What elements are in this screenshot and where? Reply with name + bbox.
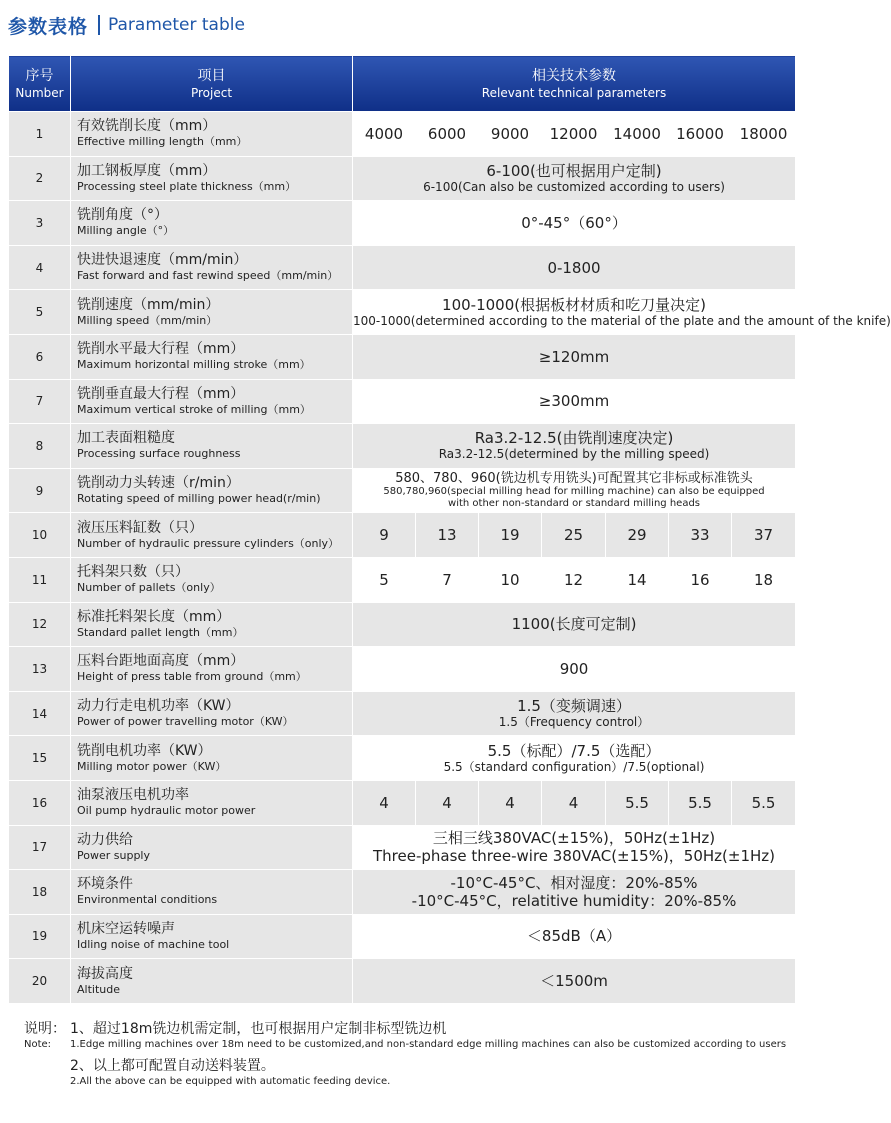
project-chinese: 加工表面粗糙度 [77,430,175,447]
row-number: 10 [9,513,71,558]
value-cell: 29 [606,513,669,558]
table-row [9,736,796,781]
parameter-table [8,55,891,1004]
table-body [9,112,891,1004]
value-line: 580,780,960(special milling head for milling machine) can also be equipped [383,486,765,498]
value-cell: 5.5 [606,780,669,825]
value-cell: 25 [542,513,606,558]
row-project [71,959,353,1004]
value-cell: 13 [416,513,479,558]
project-chinese: 动力行走电机功率（KW） [77,698,240,715]
value-line: 5.5（标配）/7.5（选配） [487,741,661,760]
value-cell [353,156,796,201]
value-cell [353,914,796,959]
project-english: Altitude [77,982,120,996]
table-header [9,56,796,112]
value-line: 0°-45°（60°） [521,213,627,232]
row-project [71,290,353,335]
value-line: 580、780、960(铣边机专用铣头)可配置其它非标或标准铣头 [395,471,753,487]
project-chinese: 压料台距地面高度（mm） [77,653,245,670]
row-project [71,780,353,825]
row-project [71,870,353,915]
table-row [9,825,796,870]
value-line: Ra3.2-12.5(由铣削速度决定) [474,429,674,448]
value-cell: 4 [353,780,416,825]
project-english: Milling speed（mm/min） [77,313,218,327]
row-number: 12 [9,602,71,647]
table-row [9,201,796,246]
row-project [71,825,353,870]
value-line: with other non-standard or standard milling heads [448,498,701,510]
row-project [71,647,353,692]
row-number: 2 [9,156,71,201]
project-chinese: 快进快退速度（mm/min） [77,252,248,269]
project-english: Environmental conditions [77,893,218,907]
project-chinese: 铣削动力头转速（r/min） [77,475,240,492]
value-line: 100-1000(根据板材材质和吃刀量决定) [442,295,706,314]
project-chinese: 海拔高度 [77,965,133,982]
project-english: Power supply [77,848,150,862]
value-cell: 18000 [732,112,796,157]
table-row [9,557,796,602]
project-chinese: 铣削水平最大行程（mm） [77,341,245,358]
project-chinese: 加工钢板厚度（mm） [77,162,217,179]
value-cell: 4 [416,780,479,825]
row-number: 13 [9,647,71,692]
value-line: 1.5（Frequency control） [498,715,650,730]
value-cell [353,959,796,1004]
row-project [71,602,353,647]
value-cell: 14000 [606,112,669,157]
value-cell: 5.5 [669,780,732,825]
value-cell [353,870,796,915]
table-row [9,647,796,692]
value-cell [353,736,796,781]
row-project [71,112,353,157]
row-number: 11 [9,557,71,602]
value-cell: 5.5 [732,780,796,825]
value-cell: 9000 [479,112,542,157]
value-line: Three-phase three-wire 380VAC(±15%)，50Hz(±1Hz) [373,847,776,866]
table-row [9,870,796,915]
value-cell: 9 [353,513,416,558]
value-line: 1100(长度可定制) [511,615,637,634]
value-cell [353,468,796,513]
value-cell: 6000 [416,112,479,157]
project-english: Fast forward and fast rewind speed（mm/min） [77,269,339,283]
row-number: 6 [9,334,71,379]
row-number: 18 [9,870,71,915]
table-row [9,780,796,825]
table-row [9,513,796,558]
value-cell [353,691,796,736]
value-line: 900 [559,659,589,678]
header-project: 项目 Project [71,56,353,112]
project-chinese: 油泵液压电机功率 [77,787,189,804]
value-cell [353,647,796,692]
table-row [9,334,796,379]
project-english: Idling noise of machine tool [77,937,230,951]
page-title [8,10,245,40]
value-cell [353,602,796,647]
value-line: ≥300mm [538,392,610,411]
table-row [9,156,796,201]
title-chinese: 参数表格 [8,15,89,38]
value-line: ≥120mm [538,347,610,366]
header-number: 序号 Number [9,56,71,112]
project-english: Number of hydraulic pressure cylinders（only） [77,536,340,550]
row-number: 15 [9,736,71,781]
project-english: Processing surface roughness [77,447,241,461]
row-number: 9 [9,468,71,513]
row-project [71,468,353,513]
project-chinese: 铣削垂直最大行程（mm） [77,385,245,402]
project-english: Effective milling length（mm） [77,135,248,149]
value-cell [353,379,796,424]
row-project [71,557,353,602]
table-row [9,914,796,959]
value-cell: 12 [542,557,606,602]
value-cell: 19 [479,513,542,558]
row-number: 4 [9,245,71,290]
project-english: Rotating speed of milling power head(r/min) [77,492,321,506]
row-project [71,513,353,558]
value-cell: 37 [732,513,796,558]
header-technical-parameters: 相关技术参数 Relevant technical parameters [353,56,796,112]
project-chinese: 液压压料缸数（只） [77,519,203,536]
project-english: Oil pump hydraulic motor power [77,804,256,818]
value-cell: 33 [669,513,732,558]
table-row [9,691,796,736]
project-chinese: 铣削速度（mm/min） [77,296,220,313]
value-line: 5.5（standard configuration）/7.5(optional) [443,759,705,774]
title-english: Parameter table [108,15,245,35]
project-chinese: 托料架只数（只） [77,564,189,581]
project-english: Processing steel plate thickness（mm） [77,179,297,193]
row-project [71,736,353,781]
value-cell: 18 [732,557,796,602]
table-row [9,112,796,157]
project-chinese: 标准托料架长度（mm） [77,608,231,625]
project-chinese: 环境条件 [77,876,133,893]
value-line: Ra3.2-12.5(determined by the milling speed) [438,447,710,462]
row-number: 19 [9,914,71,959]
table-row [9,468,796,513]
row-project [71,245,353,290]
row-number: 7 [9,379,71,424]
value-line: 0-1800 [547,258,601,277]
value-cell: 16000 [669,112,732,157]
project-english: Maximum vertical stroke of milling（mm） [77,402,311,416]
project-english: Number of pallets（only） [77,581,221,595]
value-cell: 14 [606,557,669,602]
project-english: Milling motor power（KW） [77,759,227,773]
project-english: Height of press table from ground（mm） [77,670,307,684]
table-row [9,379,796,424]
row-number: 3 [9,201,71,246]
row-number: 17 [9,825,71,870]
value-cell [353,825,796,870]
table-row [9,424,796,469]
value-line: -10°C-45°C、相对湿度：20%-85% [450,873,698,892]
row-project [71,424,353,469]
value-cell [353,245,796,290]
value-line: ＜85dB（A） [526,927,622,946]
title-divider [98,15,100,35]
project-english: Maximum horizontal milling stroke（mm） [77,358,311,372]
value-line: 6-100(Can also be customized according to users) [423,179,725,194]
row-project [71,691,353,736]
value-line: 100-1000(determined according to the material of the plate and the amount of the knife) [353,313,891,328]
value-cell: 4 [542,780,606,825]
value-cell [353,334,796,379]
row-project [71,914,353,959]
table-row [9,290,796,335]
project-chinese: 铣削角度（°） [77,207,168,224]
row-project [71,201,353,246]
project-chinese: 铣削电机功率（KW） [77,742,212,759]
notes-section [24,1020,809,1088]
project-chinese: 机床空运转噪声 [77,920,175,937]
project-english: Milling angle（°） [77,224,175,238]
value-line: -10°C-45°C，relatitive humidity：20%-85% [411,891,737,910]
note-1: 1、超过18m铣边机需定制，也可根据用户定制非标型铣边机 1.Edge milling machines over 18m need to be customized,and non-standard edge milling machines can also be customized according to users [70,1021,787,1050]
table-row [9,245,796,290]
value-line: 6-100(也可根据用户定制) [486,161,662,180]
value-cell [353,424,796,469]
project-chinese: 有效铣削长度（mm） [77,118,217,135]
value-line: 三相三线380VAC(±15%)，50Hz(±1Hz) [432,829,716,848]
value-cell: 5 [353,557,416,602]
value-cell: 16 [669,557,732,602]
table-row [9,602,796,647]
value-cell [353,201,796,246]
table-row [9,959,796,1004]
row-number: 5 [9,290,71,335]
value-cell [353,290,891,335]
note-label: 说明： Note: [24,1021,66,1050]
row-number: 16 [9,780,71,825]
value-cell: 4 [479,780,542,825]
value-cell: 10 [479,557,542,602]
row-project [71,379,353,424]
row-project [71,334,353,379]
row-number: 1 [9,112,71,157]
row-number: 20 [9,959,71,1004]
project-english: Power of power travelling motor（KW） [77,715,294,729]
project-chinese: 动力供给 [77,831,133,848]
value-line: 1.5（变频调速） [517,697,631,716]
value-line: ＜1500m [540,972,608,991]
note-2: 2、以上都可配置自动送料装置。 2.All the above can be equipped with automatic feeding device. [70,1058,391,1087]
row-number: 14 [9,691,71,736]
row-number: 8 [9,424,71,469]
row-project [71,156,353,201]
value-cell: 4000 [353,112,416,157]
value-cell: 7 [416,557,479,602]
value-cell: 12000 [542,112,606,157]
project-english: Standard pallet length（mm） [77,625,244,639]
